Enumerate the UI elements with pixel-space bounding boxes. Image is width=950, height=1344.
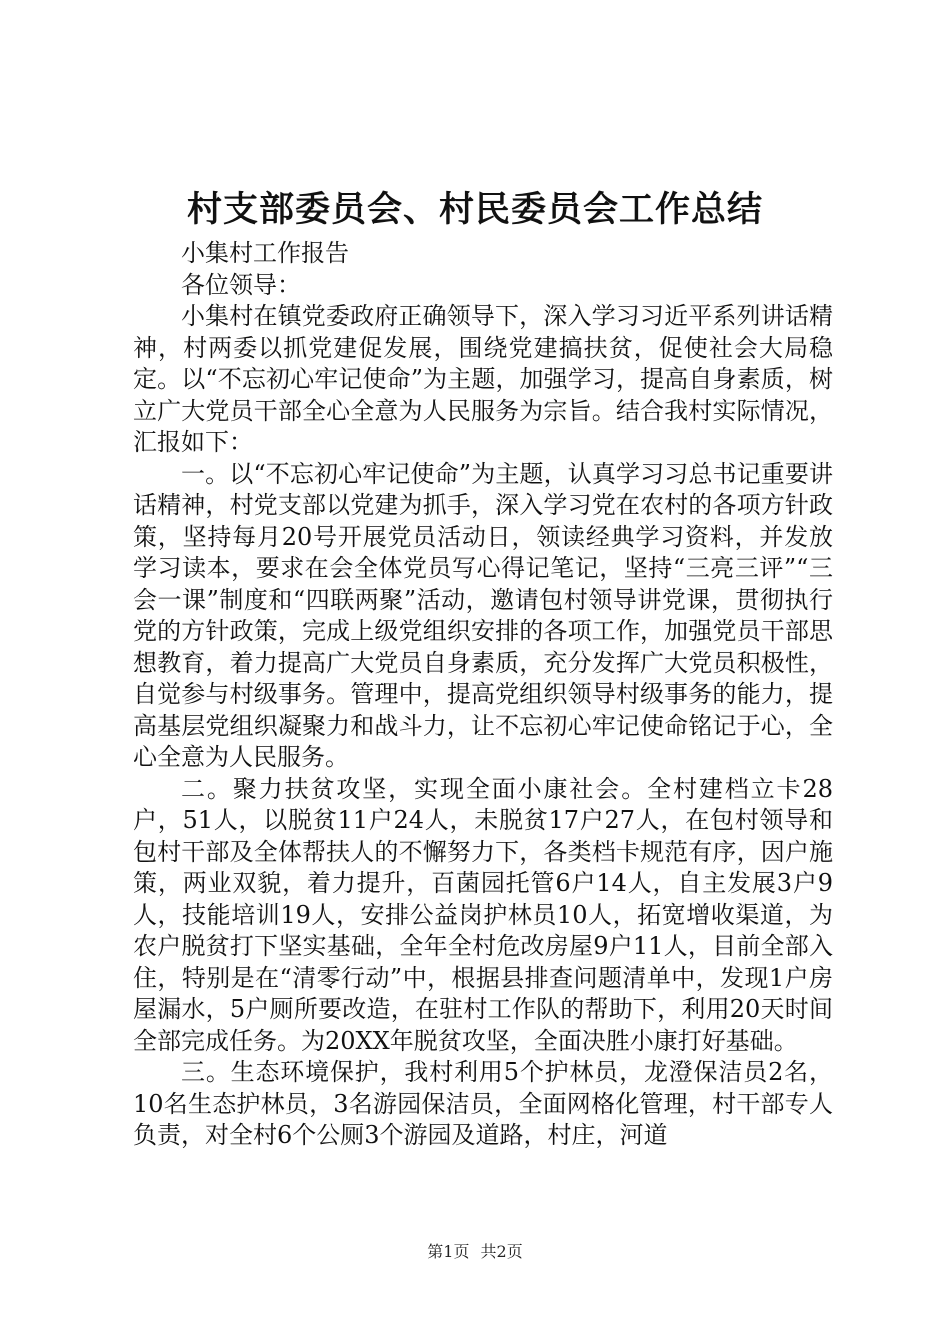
salutation-line: 各位领导： xyxy=(181,270,301,299)
document-body xyxy=(133,238,833,1152)
page-number: 第1页 xyxy=(427,1242,470,1261)
page-footer xyxy=(0,1241,950,1263)
document-title: 村支部委员会、村民委员会工作总结 xyxy=(186,189,763,230)
paragraph-section-2: 二。聚力扶贫攻坚，实现全面小康社会。全村建档立卡28户，51人，以脱贫11户24人，未脱贫17户27人，在包村领导和包村干部及全体帮扶人的不懈努力下，各类档卡规范有序，因户施策，两业双貌，着力提升，百菌园托管6户14人，自主发展3户9人，技能培训19人，安排公益岗护林员10人，拓宽增收渠道，为农户脱贫打下坚实基础，全年全村危改房屋9户11人，目前全部入住，特别是在“清零行动”中，根据县排查问题清单中，发现1户房屋漏水，5户厕所要改造，在驻村工作队的帮助下，利用20天时间全部完成任务。为20XX年脱贫攻坚，全面决胜小康打好基础。 xyxy=(133,774,833,1055)
paragraph-intro: 小集村在镇党委政府正确领导下，深入学习习近平系列讲话精神，村两委以抓党建促发展，围绕党建搞扶贫，促使社会大局稳定。以“不忘初心牢记使命”为主题，加强学习，提高自身素质，树立广大党员干部全心全意为人民服务为宗旨。结合我村实际情况，汇报如下： xyxy=(133,302,833,456)
subtitle-line: 小集村工作报告 xyxy=(181,239,349,267)
paragraph-section-3: 三。生态环境保护，我村利用5个护林员，龙澄保洁员2名，10名生态护林员，3名游园保洁员，全面网格化管理，村干部专人负责，对全村6个公厕3个游园及道路，村庄，河道 xyxy=(133,1058,833,1149)
page-total: 共2页 xyxy=(480,1242,523,1261)
paragraph-section-1: 一。以“不忘初心牢记使命”为主题，认真学习习总书记重要讲话精神，村党支部以党建为抓手，深入学习党在农村的各项方针政策，坚持每月20号开展党员活动日，领读经典学习资料，并发放学习读本，要求在会全体党员写心得记笔记，坚持“三亮三评”“三会一课”制度和“四联两聚”活动，邀请包村领导讲党课，贯彻执行党的方针政策，完成上级党组织安排的各项工作，加强党员干部思想教育，着力提高广大党员自身素质，充分发挥广大党员积极性，自觉参与村级事务。管理中，提高党组织领导村级事务的能力，提高基层党组织凝聚力和战斗力，让不忘初心牢记使命铭记于心，全心全意为人民服务。 xyxy=(133,459,833,771)
